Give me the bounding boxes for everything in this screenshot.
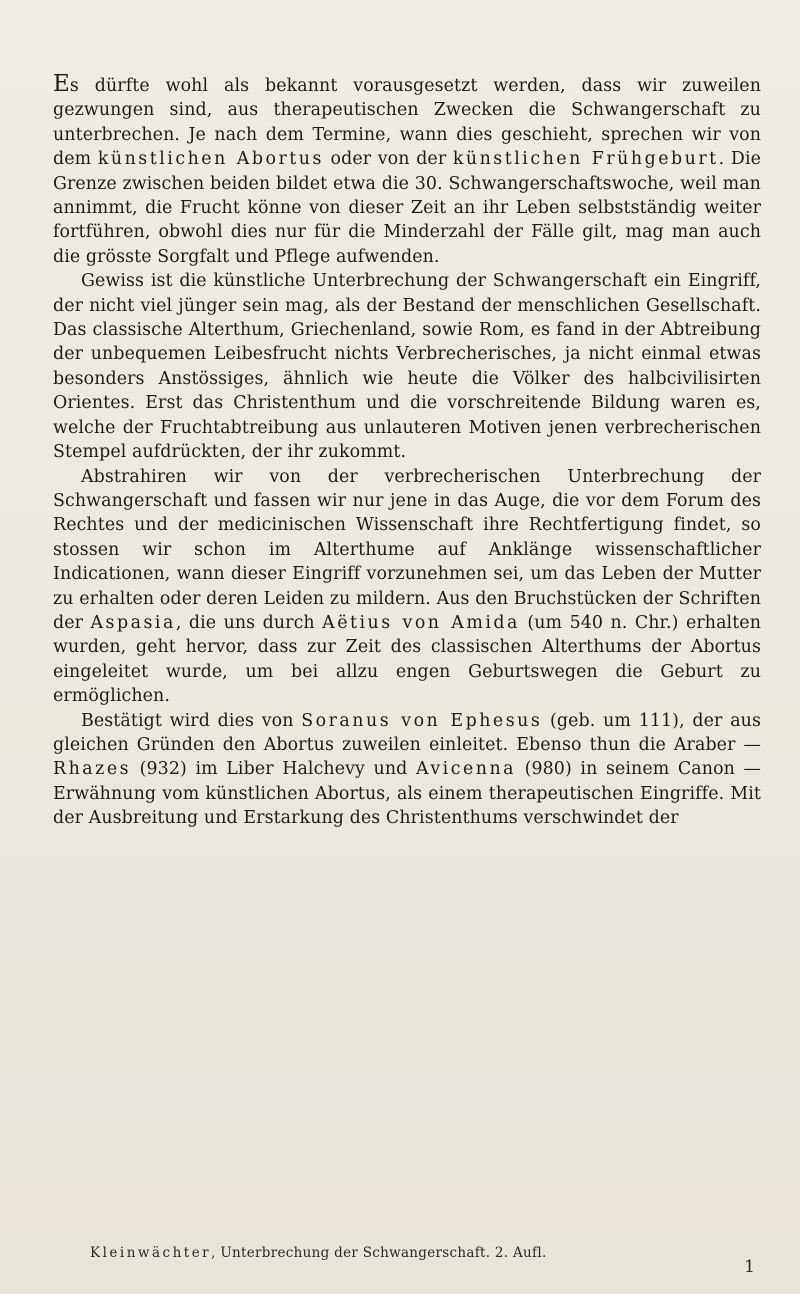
term-kuenstlicher-abortus: künstlichen Abortus	[97, 149, 324, 170]
initial-letter: E	[53, 71, 70, 97]
paragraph-1: Es dürfte wohl als bekannt vorausgesetzt werden, dass wir zuweilen gezwungen sind, aus therapeutischen Zwecken die Schwangerschaft zu unterbrechen. Je nach dem Termine, wann dies geschieht, sprechen wir von dem künstlichen Abortus oder von der künstlichen Frühgeburt. Die Grenze zwischen beiden bildet etwa die 30. Schwangerschaftswoche, weil man annimmt, die Frucht könne von dieser Zeit an ihr Leben selbstständig weiter fortführen, obwohl dies nur für die Minderzahl der Fälle gilt, mag man auch die grösste Sorgfalt und Pflege aufwenden.	[53, 71, 761, 267]
name-aetius: Aëtius von Amida	[322, 612, 520, 633]
paragraph-3: Abstrahiren wir von der verbrecherischen Unterbrechung der Schwangerschaft und fassen wir nur jene in das Auge, die vor dem Forum des Rechtes und der medicinischen Wissenschaft ihre Rechtfertigung findet, so stossen wir schon im Alterthume auf Anklänge wissenschaftlicher Indicationen, wann dieser Eingriff vorzunehmen sei, um das Leben der Mutter zu erhalten oder deren Leiden zu mildern. Aus den Bruchstücken der Schriften der Aspasia, die uns durch Aëtius von Amida (um 540 n. Chr.) erhalten wurden, geht hervor, dass zur Zeit des classischen Alterthums der Abortus eingeleitet wurde, um bei allzu engen Geburtswegen die Geburt zu ermöglichen.	[53, 466, 761, 707]
name-avicenna: Avicenna	[415, 759, 517, 780]
paragraph-4: Bestätigt wird dies von Soranus von Ephesus (geb. um 111), der aus gleichen Gründen den Abortus zuweilen einleitet. Ebenso thun die Araber — Rhazes (932) im Liber Halchevy und Avicenna (980) in seinem Canon — Erwähnung vom künstlichen Abortus, als einem therapeutischen Eingriffe. Mit der Ausbreitung und Erstarkung des Christenthums verschwindet der	[53, 710, 761, 829]
body-text	[53, 72, 761, 831]
signature-mark: 1	[744, 1257, 755, 1277]
footer-author: Kleinwächter	[90, 1245, 212, 1261]
footer-note	[90, 1245, 547, 1261]
name-soranus: Soranus von Ephesus	[301, 710, 543, 731]
name-rhazes: Rhazes	[53, 759, 132, 780]
term-kuenstliche-fruehgeburt: künstlichen Frühgeburt	[452, 149, 719, 170]
paragraph-2: Gewiss ist die künstliche Unterbrechung der Schwangerschaft ein Eingriff, der nicht viel jünger sein mag, als der Bestand der menschlichen Gesellschaft. Das classische Alterthum, Griechenland, sowie Rom, es fand in der Abtreibung der unbequemen Leibesfrucht nichts Verbrecherisches, ja nicht einmal etwas besonders Anstössiges, ähnlich wie heute die Völker des halbcivilisirten Orientes. Erst das Christenthum und die vorschreitende Bildung waren es, welche der Fruchtabtreibung aus unlauteren Motiven jenen verbrecherischen Stempel aufdrückten, der ihr zukommt.	[53, 271, 761, 463]
page-footer	[90, 1245, 755, 1285]
name-aspasia: Aspasia	[90, 612, 176, 633]
footer-title: , Unterbrechung der Schwangerschaft. 2. Aufl.	[211, 1245, 547, 1261]
